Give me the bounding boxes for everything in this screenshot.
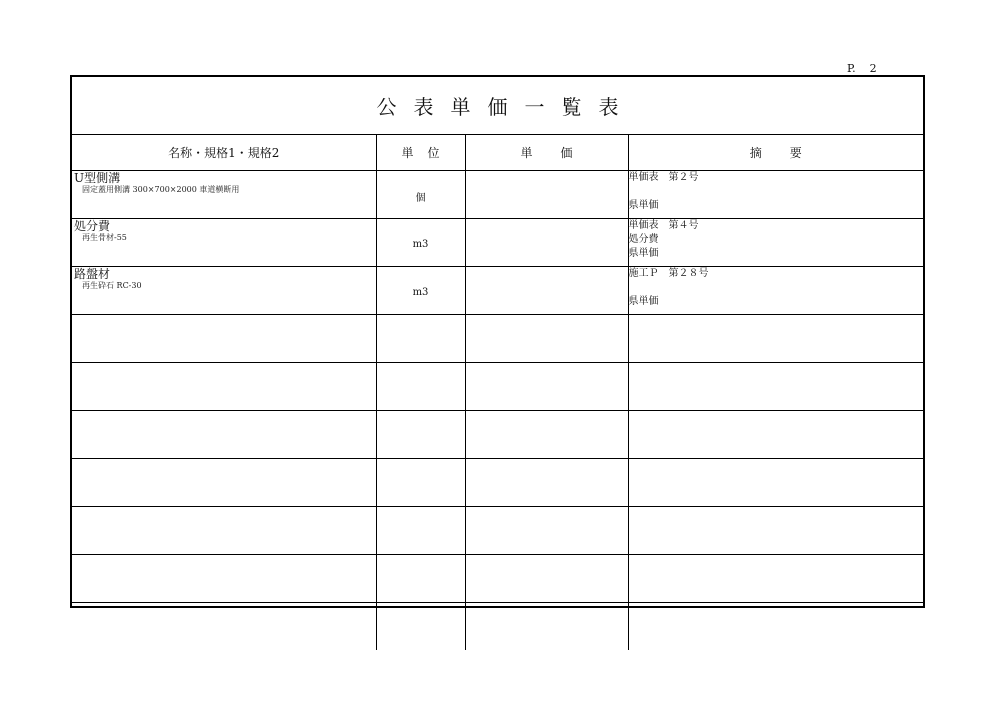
- remarks-line: 県単価: [628, 200, 659, 211]
- remarks-line: 施工Ｐ 第２８号: [628, 268, 709, 279]
- unit-cell: [376, 459, 465, 507]
- remarks-line: [629, 439, 924, 453]
- table-row: [72, 411, 923, 459]
- table-row: [72, 315, 923, 363]
- name-cell: [72, 219, 376, 267]
- price-list-frame: [70, 75, 925, 608]
- price-cell: [465, 555, 628, 603]
- unit-cell: m3: [376, 267, 465, 315]
- name-cell: [72, 555, 376, 603]
- price-cell: [465, 171, 628, 219]
- header-name: 名称・規格1・規格2: [72, 134, 376, 171]
- table-row: [72, 507, 923, 555]
- remarks-line: [629, 569, 924, 583]
- price-cell: [465, 267, 628, 315]
- remarks-cell: [628, 459, 923, 507]
- remarks-cell: [628, 267, 923, 315]
- header-unit: 単位: [376, 134, 465, 171]
- unit-cell: [376, 411, 465, 459]
- remarks-line: [629, 535, 924, 549]
- table-row: [72, 171, 923, 219]
- remarks-line: [629, 617, 924, 631]
- remarks-line: [629, 507, 924, 521]
- price-cell: [465, 411, 628, 459]
- item-name: [72, 603, 376, 604]
- unit-cell: [376, 603, 465, 651]
- remarks-cell: [628, 603, 923, 651]
- remarks-line: [629, 391, 924, 405]
- remarks-cell: [628, 171, 923, 219]
- price-cell: [465, 459, 628, 507]
- remarks-cell: [628, 363, 923, 411]
- remarks-cell: [628, 219, 923, 267]
- remarks-line: [629, 631, 924, 645]
- remarks-line: [629, 487, 924, 501]
- item-name: 路盤材: [74, 267, 111, 281]
- header-price: 単価: [465, 134, 628, 171]
- table-row: [72, 363, 923, 411]
- remarks-cell: [628, 507, 923, 555]
- remarks-line: [629, 315, 924, 329]
- unit-cell: m3: [376, 219, 465, 267]
- remarks-line: [629, 521, 924, 535]
- remarks-line: [629, 377, 924, 391]
- table-row: [72, 219, 923, 267]
- page-number: P. 2: [847, 62, 877, 75]
- price-cell: [465, 363, 628, 411]
- price-cell: [465, 219, 628, 267]
- table-row: [72, 267, 923, 315]
- unit-cell: [376, 315, 465, 363]
- remarks-line: [629, 363, 924, 377]
- name-cell: [72, 171, 376, 219]
- item-name: [72, 363, 376, 364]
- document-title: 公表単価一覧表: [376, 95, 636, 119]
- unit-cell: [376, 363, 465, 411]
- name-cell: [72, 267, 376, 315]
- table-row: [72, 459, 923, 507]
- table-row: [72, 603, 923, 651]
- item-spec: 再生骨材-55: [82, 233, 127, 242]
- unit-cell: [376, 507, 465, 555]
- remarks-line: 県単価: [628, 296, 659, 307]
- remarks-line: [629, 411, 924, 425]
- name-cell: [72, 603, 376, 651]
- unit-cell: [376, 555, 465, 603]
- remarks-line: 処分費: [628, 234, 659, 245]
- remarks-line: 県単価: [628, 248, 659, 259]
- name-cell: [72, 363, 376, 411]
- item-name: 処分費: [74, 219, 111, 233]
- remarks-line: [629, 603, 924, 617]
- item-name: [72, 555, 376, 556]
- remarks-cell: [628, 411, 923, 459]
- remarks-line: [629, 329, 924, 343]
- table-row: [72, 555, 923, 603]
- item-spec: 固定蓋用側溝 300×700×2000 車道横断用: [82, 185, 240, 194]
- title-row: [72, 77, 923, 135]
- price-cell: [465, 603, 628, 651]
- price-table: [72, 134, 923, 650]
- remarks-line: [629, 555, 924, 569]
- name-cell: [72, 315, 376, 363]
- price-cell: [465, 507, 628, 555]
- remarks-line: 単価表 第２号: [628, 172, 699, 183]
- remarks-cell: [628, 555, 923, 603]
- item-spec: 再生砕石 RC-30: [82, 281, 142, 290]
- remarks-cell: [628, 315, 923, 363]
- remarks-line: [629, 583, 924, 597]
- item-name: [72, 411, 376, 412]
- header-row: [72, 134, 923, 171]
- name-cell: [72, 507, 376, 555]
- name-cell: [72, 411, 376, 459]
- remarks-line: [629, 281, 924, 295]
- remarks-line: [629, 343, 924, 357]
- name-cell: [72, 459, 376, 507]
- item-name: [72, 315, 376, 316]
- remarks-line: 単価表 第４号: [628, 220, 699, 231]
- unit-cell: 個: [376, 171, 465, 219]
- remarks-line: [629, 473, 924, 487]
- remarks-line: [629, 185, 924, 199]
- item-name: [72, 507, 376, 508]
- remarks-line: [629, 459, 924, 473]
- header-remarks: 摘要: [628, 134, 923, 171]
- remarks-line: [629, 425, 924, 439]
- item-name: [72, 459, 376, 460]
- price-cell: [465, 315, 628, 363]
- item-name: U型側溝: [74, 171, 121, 185]
